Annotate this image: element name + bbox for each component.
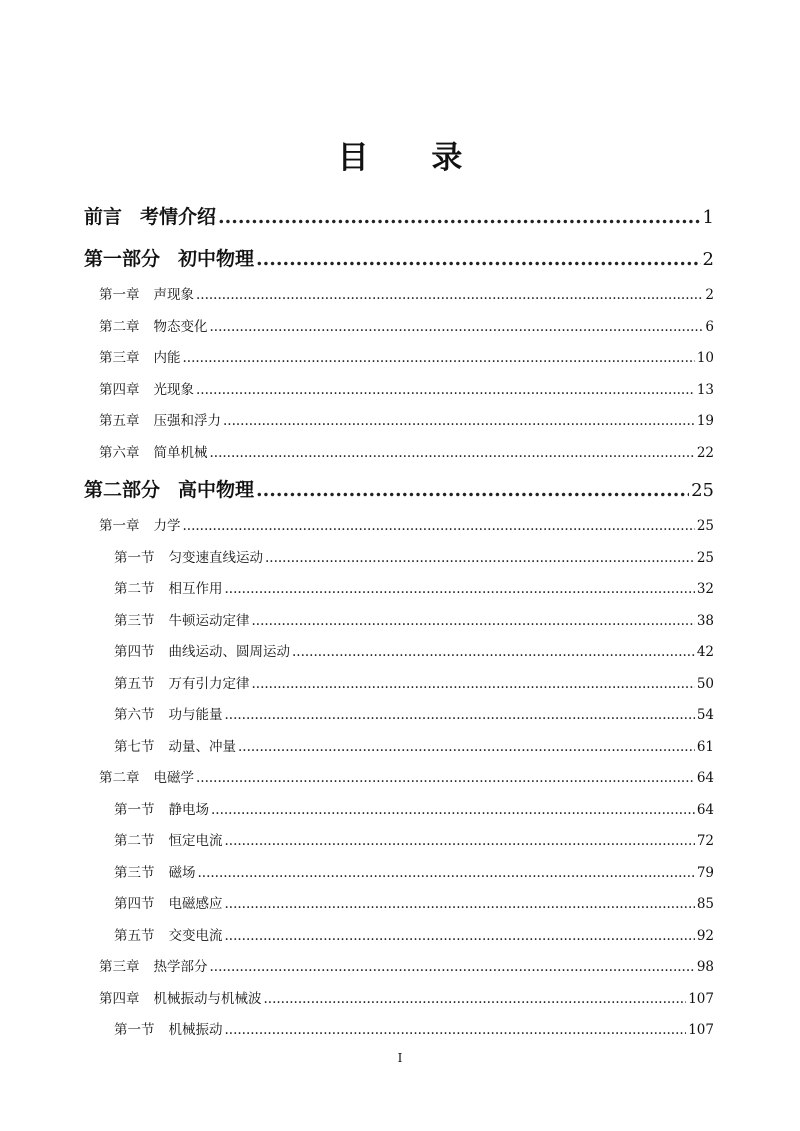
toc-entry-label: 力学 [153, 518, 181, 534]
toc-entry-label: 光现象 [153, 381, 194, 398]
toc-entry-label: 曲线运动、圆周运动 [168, 644, 290, 660]
toc-entry-prefix: 第二章 [99, 318, 140, 335]
toc-entry-prefix: 第二章 [99, 770, 140, 786]
toc-entry-prefix: 第三章 [99, 350, 140, 366]
toc-entry-section[interactable] [0, 637, 800, 669]
toc-entry-page-number: 10 [696, 350, 714, 366]
toc-entry-page-number: 2 [705, 287, 714, 303]
toc-entry-page-number: 107 [688, 1022, 714, 1038]
toc-entry-label: 热学部分 [153, 959, 208, 975]
toc-entry-section[interactable] [0, 574, 800, 606]
toc-entry-label: 相互作用 [168, 581, 223, 597]
toc-entry-label: 压强和浮力 [153, 413, 221, 429]
toc-entry-label: 高中物理 [178, 479, 255, 501]
toc-dot-leader [225, 700, 695, 732]
toc-entry-page-number: 25 [696, 549, 714, 566]
toc-entry-chapter[interactable] [0, 312, 800, 344]
toc-dot-leader [225, 574, 695, 606]
toc-entry-prefix: 第五节 [114, 675, 155, 692]
toc-entry-page-number: 64 [696, 801, 714, 818]
toc-dot-leader [225, 921, 695, 953]
toc-entry-chapter[interactable] [0, 511, 800, 543]
toc-entry-section[interactable] [0, 889, 800, 921]
toc-entry-label: 牛顿运动定律 [168, 612, 250, 629]
toc-entry-label: 万有引力定律 [168, 675, 250, 692]
toc-entry-section[interactable] [0, 669, 800, 701]
toc-entry-label: 静电场 [168, 801, 209, 818]
toc-dot-leader [196, 375, 695, 407]
toc-entry-prefix: 第三节 [114, 864, 155, 881]
toc-dot-leader [252, 606, 695, 638]
toc-entry-prefix: 第一节 [114, 1022, 155, 1038]
toc-dot-leader [292, 637, 695, 669]
page-number: I [397, 1051, 403, 1065]
toc-entry-part[interactable] [0, 196, 800, 238]
toc-dot-leader [198, 858, 695, 890]
toc-dot-leader [225, 1015, 687, 1047]
toc-entry-section[interactable] [0, 826, 800, 858]
toc-entry-label: 简单机械 [153, 444, 208, 461]
toc-entry-page-number: 61 [696, 738, 714, 755]
toc-entry-chapter[interactable] [0, 763, 800, 795]
toc-entry-chapter[interactable] [0, 952, 800, 984]
toc-entry-label: 声现象 [153, 287, 194, 303]
toc-entry-chapter[interactable] [0, 375, 800, 407]
toc-entry-page-number: 64 [696, 770, 714, 786]
toc-entry-prefix: 前言 [84, 206, 123, 228]
toc-entry-section[interactable] [0, 543, 800, 575]
toc-entry-page-number: 50 [696, 675, 714, 692]
toc-entry-label: 磁场 [168, 864, 196, 881]
toc-entry-prefix: 第三节 [114, 612, 155, 629]
toc-dot-leader [210, 312, 704, 344]
toc-dot-leader [223, 406, 695, 438]
toc-entry-prefix: 第四章 [99, 381, 140, 398]
toc-dot-leader [183, 511, 695, 543]
toc-entry-page-number: 6 [705, 318, 714, 335]
toc-entry-page-number: 13 [696, 381, 714, 398]
toc-entry-prefix: 第一节 [114, 549, 155, 566]
table-of-contents [0, 196, 800, 1047]
toc-entry-page-number: 42 [696, 644, 714, 660]
toc-entry-chapter[interactable] [0, 343, 800, 375]
toc-entry-page-number: 38 [696, 612, 714, 629]
toc-dot-leader [265, 543, 695, 575]
toc-entry-label: 恒定电流 [168, 833, 223, 849]
toc-dot-leader [256, 238, 701, 280]
toc-entry-label: 电磁学 [153, 770, 194, 786]
toc-dot-leader [256, 469, 689, 511]
toc-entry-prefix: 第二部分 [84, 479, 161, 501]
toc-entry-section[interactable] [0, 732, 800, 764]
toc-entry-page-number: 2 [702, 249, 714, 270]
toc-entry-label: 交变电流 [168, 927, 223, 944]
toc-entry-page-number: 25 [696, 518, 714, 534]
toc-dot-leader [196, 763, 695, 795]
toc-entry-label: 考情介绍 [140, 206, 217, 228]
toc-entry-label: 初中物理 [178, 248, 255, 270]
toc-entry-prefix: 第四节 [114, 896, 155, 912]
toc-dot-leader [210, 952, 695, 984]
toc-dot-leader [210, 438, 695, 470]
toc-entry-section[interactable] [0, 1015, 800, 1047]
toc-entry-prefix: 第二节 [114, 833, 155, 849]
toc-entry-page-number: 98 [696, 959, 714, 975]
toc-entry-label: 机械振动与机械波 [153, 990, 262, 1007]
toc-entry-page-number: 107 [688, 990, 714, 1007]
toc-entry-page-number: 32 [696, 581, 714, 597]
toc-entry-part[interactable] [0, 469, 800, 511]
toc-entry-page-number: 22 [696, 444, 714, 461]
toc-entry-prefix: 第七节 [114, 738, 155, 755]
toc-entry-page-number: 19 [696, 413, 714, 429]
toc-entry-chapter[interactable] [0, 406, 800, 438]
toc-entry-prefix: 第一章 [99, 287, 140, 303]
toc-entry-page-number: 85 [696, 896, 714, 912]
toc-dot-leader [211, 795, 695, 827]
toc-dot-leader [183, 343, 695, 375]
toc-entry-part[interactable] [0, 238, 800, 280]
toc-entry-page-number: 54 [696, 707, 714, 723]
toc-entry-label: 动量、冲量 [168, 738, 236, 755]
toc-entry-prefix: 第六章 [99, 444, 140, 461]
toc-dot-leader [238, 732, 695, 764]
toc-entry-label: 功与能量 [168, 707, 223, 723]
toc-entry-page-number: 92 [696, 927, 714, 944]
toc-entry-prefix: 第五节 [114, 927, 155, 944]
toc-entry-prefix: 第五章 [99, 413, 140, 429]
toc-entry-prefix: 第二节 [114, 581, 155, 597]
toc-dot-leader [196, 280, 703, 312]
toc-entry-page-number: 1 [702, 207, 714, 228]
toc-entry-chapter[interactable] [0, 984, 800, 1016]
toc-entry-label: 机械振动 [168, 1022, 223, 1038]
toc-entry-prefix: 第一章 [99, 518, 140, 534]
toc-dot-leader [252, 669, 695, 701]
toc-entry-page-number: 72 [696, 833, 714, 849]
toc-entry-label: 电磁感应 [168, 896, 223, 912]
toc-entry-prefix: 第一部分 [84, 248, 161, 270]
toc-entry-label: 物态变化 [153, 318, 208, 335]
toc-dot-leader [218, 196, 701, 238]
toc-dot-leader [264, 984, 687, 1016]
toc-entry-page-number: 25 [691, 480, 714, 501]
toc-dot-leader [225, 826, 695, 858]
toc-entry-chapter[interactable] [0, 280, 800, 312]
toc-entry-prefix: 第四章 [99, 990, 140, 1007]
toc-entry-prefix: 第一节 [114, 801, 155, 818]
toc-entry-section[interactable] [0, 858, 800, 890]
toc-entry-prefix: 第六节 [114, 707, 155, 723]
toc-entry-prefix: 第四节 [114, 644, 155, 660]
toc-dot-leader [225, 889, 695, 921]
toc-entry-chapter[interactable] [0, 438, 800, 470]
toc-entry-prefix: 第三章 [99, 959, 140, 975]
toc-entry-section[interactable] [0, 921, 800, 953]
toc-entry-section[interactable] [0, 700, 800, 732]
toc-entry-label: 内能 [153, 350, 181, 366]
page-title: 目 录 [337, 139, 489, 176]
toc-entry-page-number: 79 [696, 864, 714, 881]
toc-entry-label: 匀变速直线运动 [168, 549, 263, 566]
toc-entry-section[interactable] [0, 606, 800, 638]
toc-entry-section[interactable] [0, 795, 800, 827]
